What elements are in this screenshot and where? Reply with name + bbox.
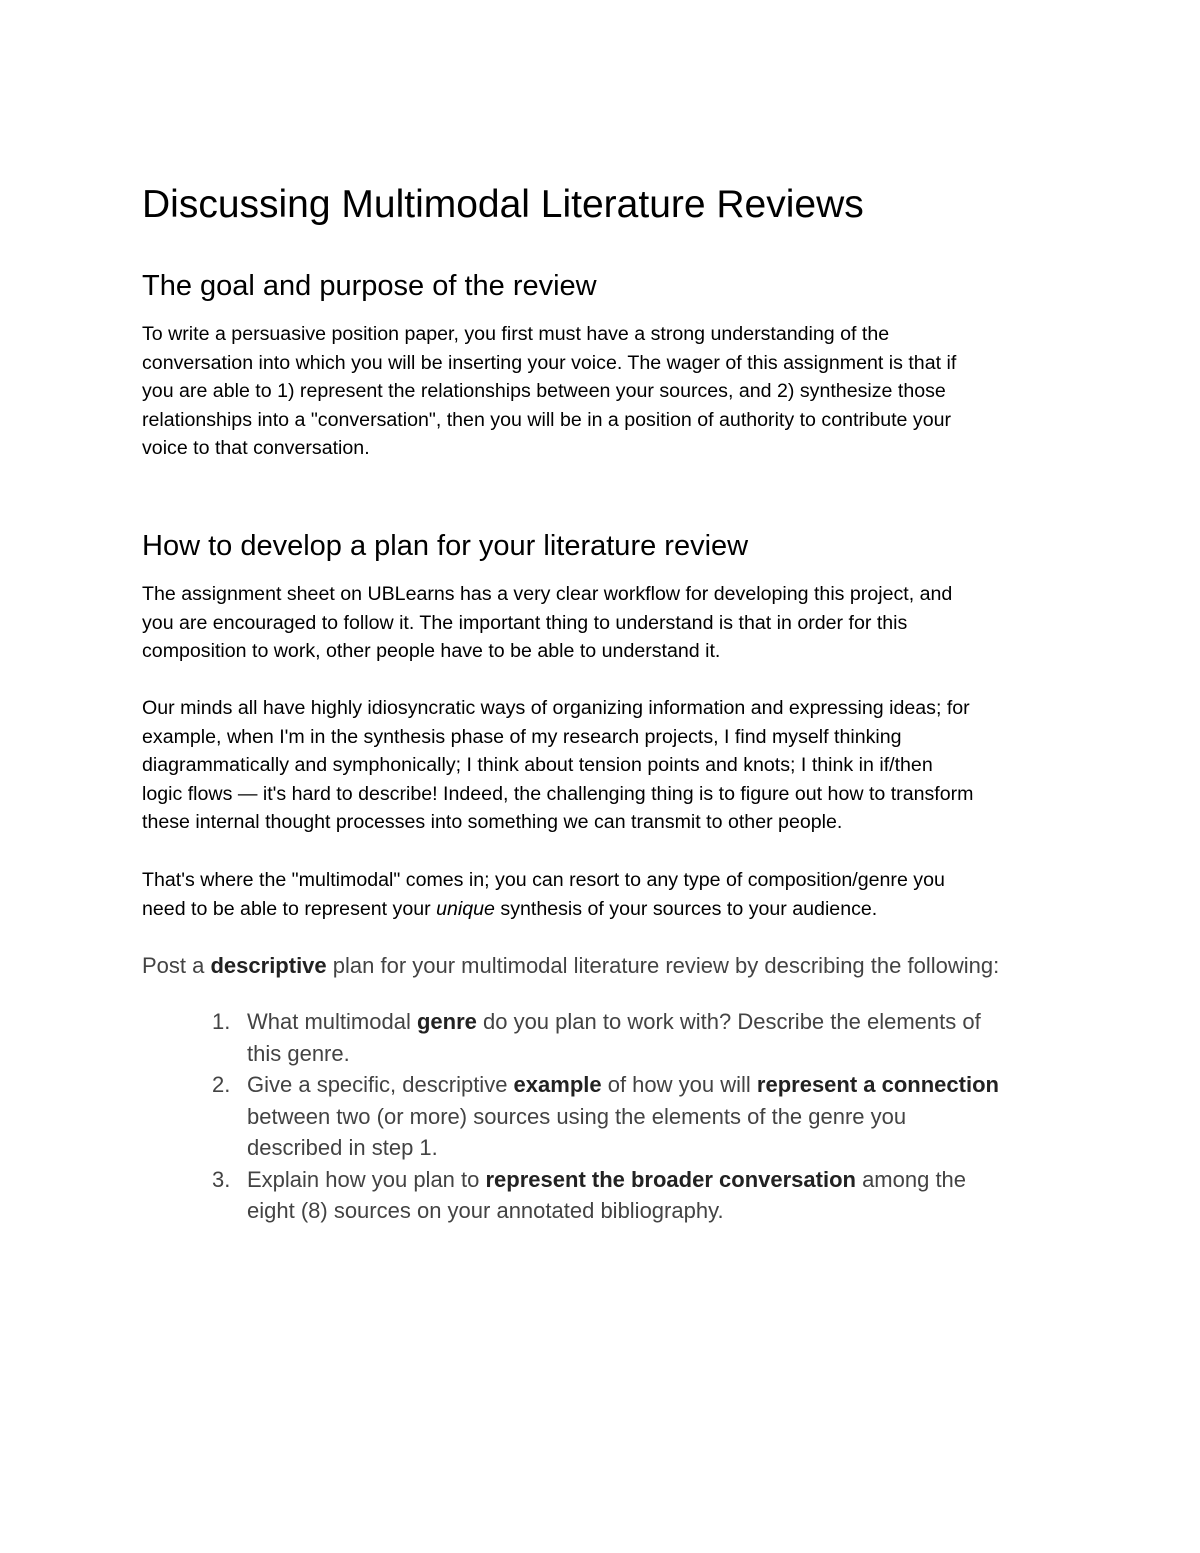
text-line: diagrammatically and symphonically; I think about tension points and knots; I think in if/then (142, 754, 933, 776)
text-line: you are able to 1) represent the relationships between your sources, and 2) synthesize those (142, 380, 946, 402)
list-number: 3. (212, 1166, 231, 1192)
text-run: among the (855, 1166, 967, 1192)
plan-paragraph-2 (142, 694, 1062, 837)
text-line: these internal thought processes into something we can transmit to other people. (142, 811, 843, 833)
text-run: synthesis of your sources to your audience. (494, 897, 878, 920)
text-line: Our minds all have highly idiosyncratic ways of organizing information and expressing ideas; for (142, 697, 970, 719)
text-run: Give a specific, descriptive (247, 1072, 514, 1097)
text-run: do you plan to work with? Describe the elements of (476, 1009, 981, 1034)
text-line: logic flows — it's hard to describe! Indeed, the challenging thing is to figure out how to transform (142, 782, 974, 805)
text-line: example, when I'm in the synthesis phase of my research projects, I find myself thinking (142, 725, 902, 748)
list-item (142, 1069, 1062, 1164)
page-title: Discussing Multimodal Literature Reviews (142, 183, 864, 226)
list-number: 2. (212, 1072, 231, 1097)
text-line: To write a persuasive position paper, you first must have a strong understanding of the (142, 323, 890, 345)
text-run: What multimodal (247, 1009, 417, 1034)
text-line (142, 895, 1062, 924)
text-run: need to be able to represent your (142, 897, 437, 920)
text-line: voice to that conversation. (142, 437, 370, 459)
text-run: plan for your multimodal literature review by describing the following: (326, 953, 1000, 978)
text-line (247, 1164, 1062, 1196)
emphasis-text: unique (436, 897, 495, 920)
text-line: composition to work, other people have to be able to understand it. (142, 640, 721, 662)
section-heading-goal: The goal and purpose of the review (142, 270, 597, 302)
section-heading-plan: How to develop a plan for your literature review (142, 530, 749, 562)
bold-text: descriptive (210, 953, 327, 978)
text-line: eight (8) sources on your annotated bibliography. (247, 1198, 724, 1223)
goal-paragraph (142, 320, 1062, 463)
post-instruction (142, 950, 999, 982)
bold-text: represent the broader conversation (485, 1166, 856, 1192)
text-line: described in step 1. (247, 1135, 438, 1160)
list-item (142, 1164, 1062, 1227)
text-run: Post a (142, 953, 211, 978)
bold-text: example (513, 1072, 602, 1097)
text-line: That's where the "multimodal" comes in; you can resort to any type of composition/genre you (142, 869, 945, 891)
bold-text: genre (416, 1009, 477, 1034)
list-number: 1. (212, 1009, 231, 1034)
text-line: this genre. (247, 1040, 350, 1066)
text-line: relationships into a "conversation", then you will be in a position of authority to contribute your (142, 408, 952, 431)
text-line (247, 1006, 1062, 1038)
bold-text: represent a connection (756, 1072, 999, 1097)
text-line (247, 1069, 1062, 1101)
plan-paragraph-1 (142, 580, 1062, 666)
text-line: between two (or more) sources using the elements of the genre you (247, 1103, 907, 1129)
list-item (142, 1006, 1062, 1069)
text-run: of how you will (601, 1072, 757, 1097)
plan-paragraph-3 (142, 866, 1062, 923)
steps-list (142, 1006, 1062, 1227)
text-line: The assignment sheet on UBLearns has a very clear workflow for developing this project, and (142, 583, 953, 605)
text-line: conversation into which you will be inserting your voice. The wager of this assignment is that if (142, 351, 957, 374)
text-line: you are encouraged to follow it. The important thing to understand is that in order for this (142, 611, 908, 634)
text-run: Explain how you plan to (247, 1166, 486, 1192)
